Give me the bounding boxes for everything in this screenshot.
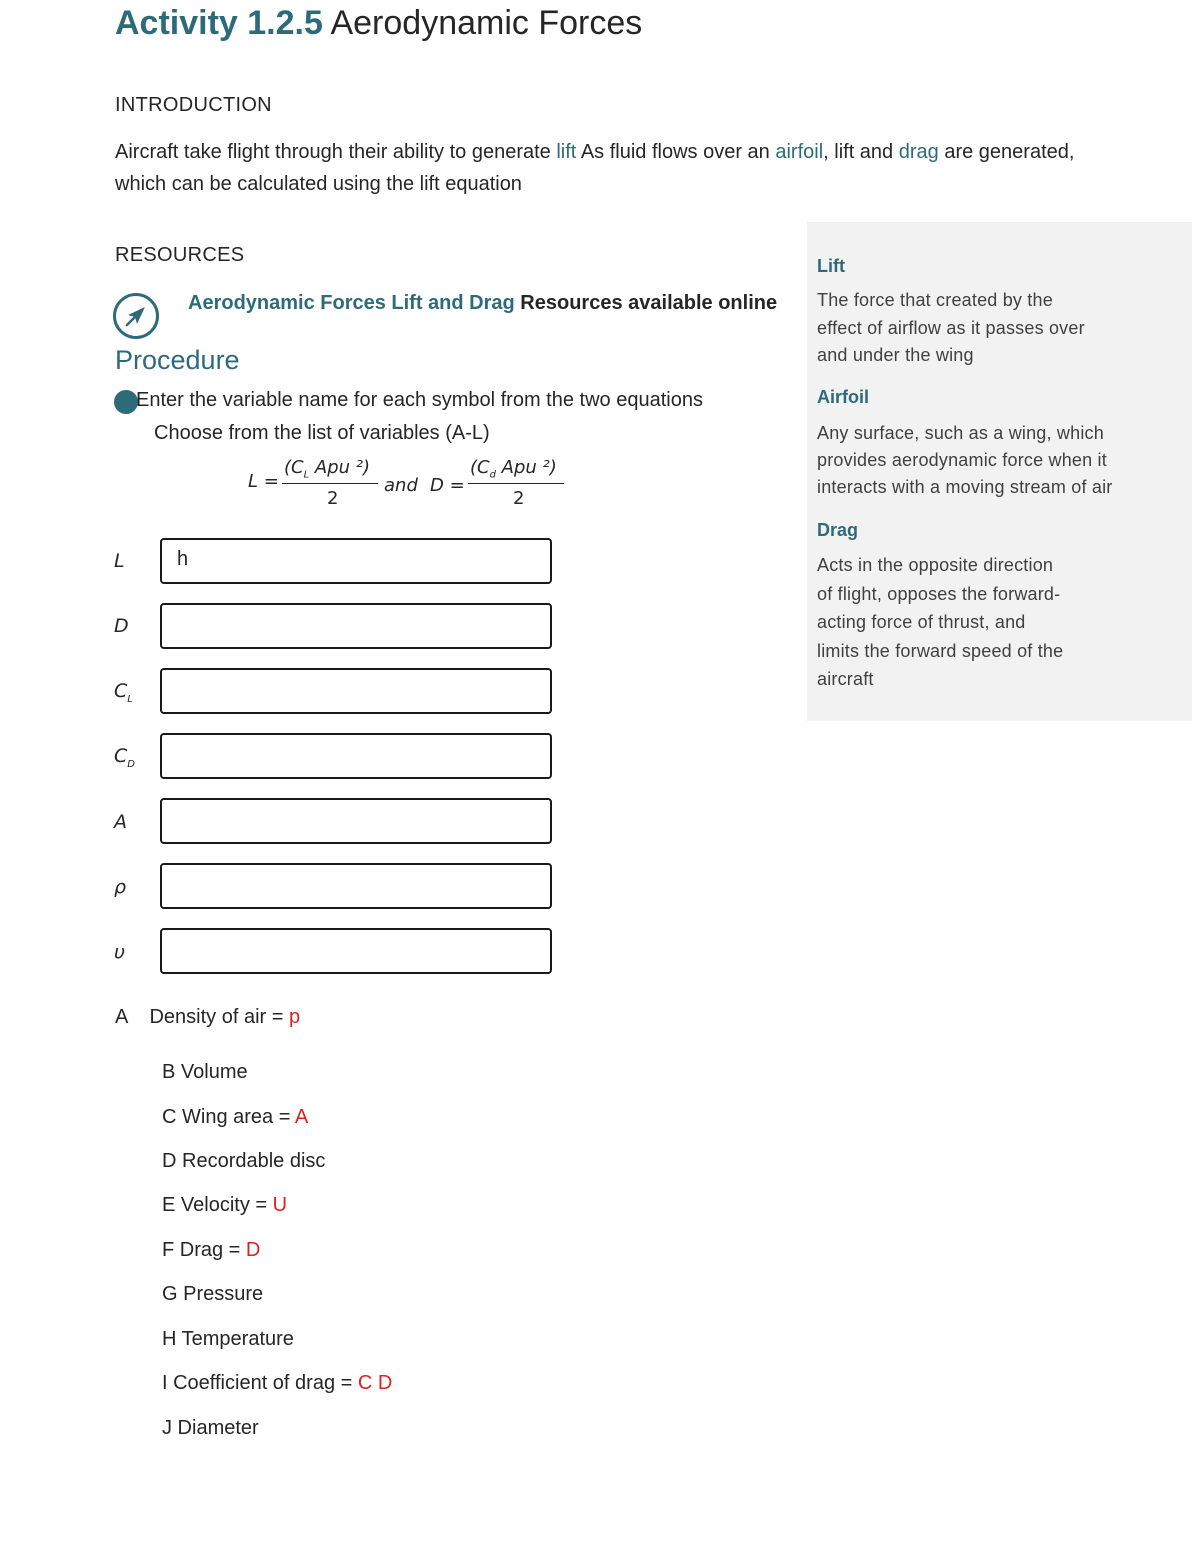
variable-item: H Temperature xyxy=(162,1328,294,1350)
resources-heading: RESOURCES xyxy=(115,244,245,266)
eq-lhs-lift: L = xyxy=(248,471,279,492)
eq-fraction-bar-lift xyxy=(282,483,378,484)
eq-lhs-drag: D = xyxy=(430,475,465,496)
glossary-term-airfoil: Airfoil xyxy=(817,387,869,407)
answer-input-upsilon[interactable] xyxy=(160,928,552,974)
variable-item: B Volume xyxy=(162,1061,248,1083)
variable-item: A Density of air = p xyxy=(115,1006,301,1028)
symbol-label: L xyxy=(114,550,125,572)
symbol-label: υ xyxy=(114,941,125,963)
compass-icon xyxy=(113,293,159,339)
variable-item: F Drag = D xyxy=(162,1239,261,1261)
resources-line xyxy=(188,292,777,315)
variable-item: D Recordable disc xyxy=(162,1150,326,1172)
page-title xyxy=(115,4,642,43)
eq-denominator-drag: 2 xyxy=(513,488,525,509)
drag-term[interactable]: drag xyxy=(898,141,939,163)
variable-item: C Wing area = A xyxy=(162,1106,309,1128)
answer-input-rho[interactable] xyxy=(160,863,552,909)
glossary-term-drag: Drag xyxy=(817,520,859,540)
lift-term[interactable]: lift xyxy=(556,141,577,163)
eq-numerator-lift: ($C_L$ Apu ²) xyxy=(284,457,371,481)
variable-item: I Coefficient of drag = C D xyxy=(162,1372,393,1394)
symbol-label: ρ xyxy=(114,876,127,898)
eq-numerator-drag: ($C_d$ Apu ²) xyxy=(470,457,557,481)
symbol-label: $C_D$ xyxy=(114,745,135,770)
glossary-def-lift: The force that created by the effect of airflow as it passes over and under the wing xyxy=(817,290,1085,365)
eq-denominator-lift: 2 xyxy=(327,488,339,509)
answer-input-A[interactable] xyxy=(160,798,552,844)
answer-input-L[interactable]: h xyxy=(160,538,552,584)
glossary-def-airfoil: Any surface, such as a wing, which provides aerodynamic force when it interacts with a moving stream of air xyxy=(817,423,1113,497)
resources-suffix: Resources available online xyxy=(514,292,778,314)
activity-number: Activity 1.2.5 xyxy=(115,4,323,42)
variable-item: E Velocity = U xyxy=(162,1194,288,1216)
lift-drag-equation xyxy=(240,455,580,515)
procedure-heading: Procedure xyxy=(115,345,240,375)
introduction-text: Aircraft take flight through their ability to generate lift As fluid flows over an airfoil, lift and drag are generated, which can be calculated using the lift equation xyxy=(115,141,1075,195)
glossary-def-drag: Acts in the opposite direction of flight, opposes the forward- acting force of thrust, and limits the forward speed of the aircraft xyxy=(817,555,1064,689)
airfoil-term[interactable]: airfoil xyxy=(775,141,824,163)
symbol-label: D xyxy=(114,615,129,637)
variable-item: G Pressure xyxy=(162,1283,264,1305)
symbol-label: $C_L$ xyxy=(114,680,133,705)
introduction-heading: INTRODUCTION xyxy=(115,94,272,116)
step-1-subtext: Choose from the list of variables (A-L) xyxy=(154,422,490,444)
step-1-text: Enter the variable name for each symbol from the two equations xyxy=(136,389,703,411)
step-bullet-icon xyxy=(114,390,138,414)
activity-name: Aerodynamic Forces xyxy=(330,4,643,42)
resources-link[interactable]: Aerodynamic Forces Lift and Drag xyxy=(188,292,515,314)
glossary-term-lift: Lift xyxy=(817,256,845,276)
symbol-label: A xyxy=(114,811,127,833)
eq-and: and xyxy=(384,475,418,496)
answer-input-D[interactable] xyxy=(160,603,552,649)
answer-input-CD[interactable] xyxy=(160,733,552,779)
answer-input-CL[interactable] xyxy=(160,668,552,714)
eq-fraction-bar-drag xyxy=(468,483,564,484)
variable-item: J Diameter xyxy=(162,1417,259,1439)
